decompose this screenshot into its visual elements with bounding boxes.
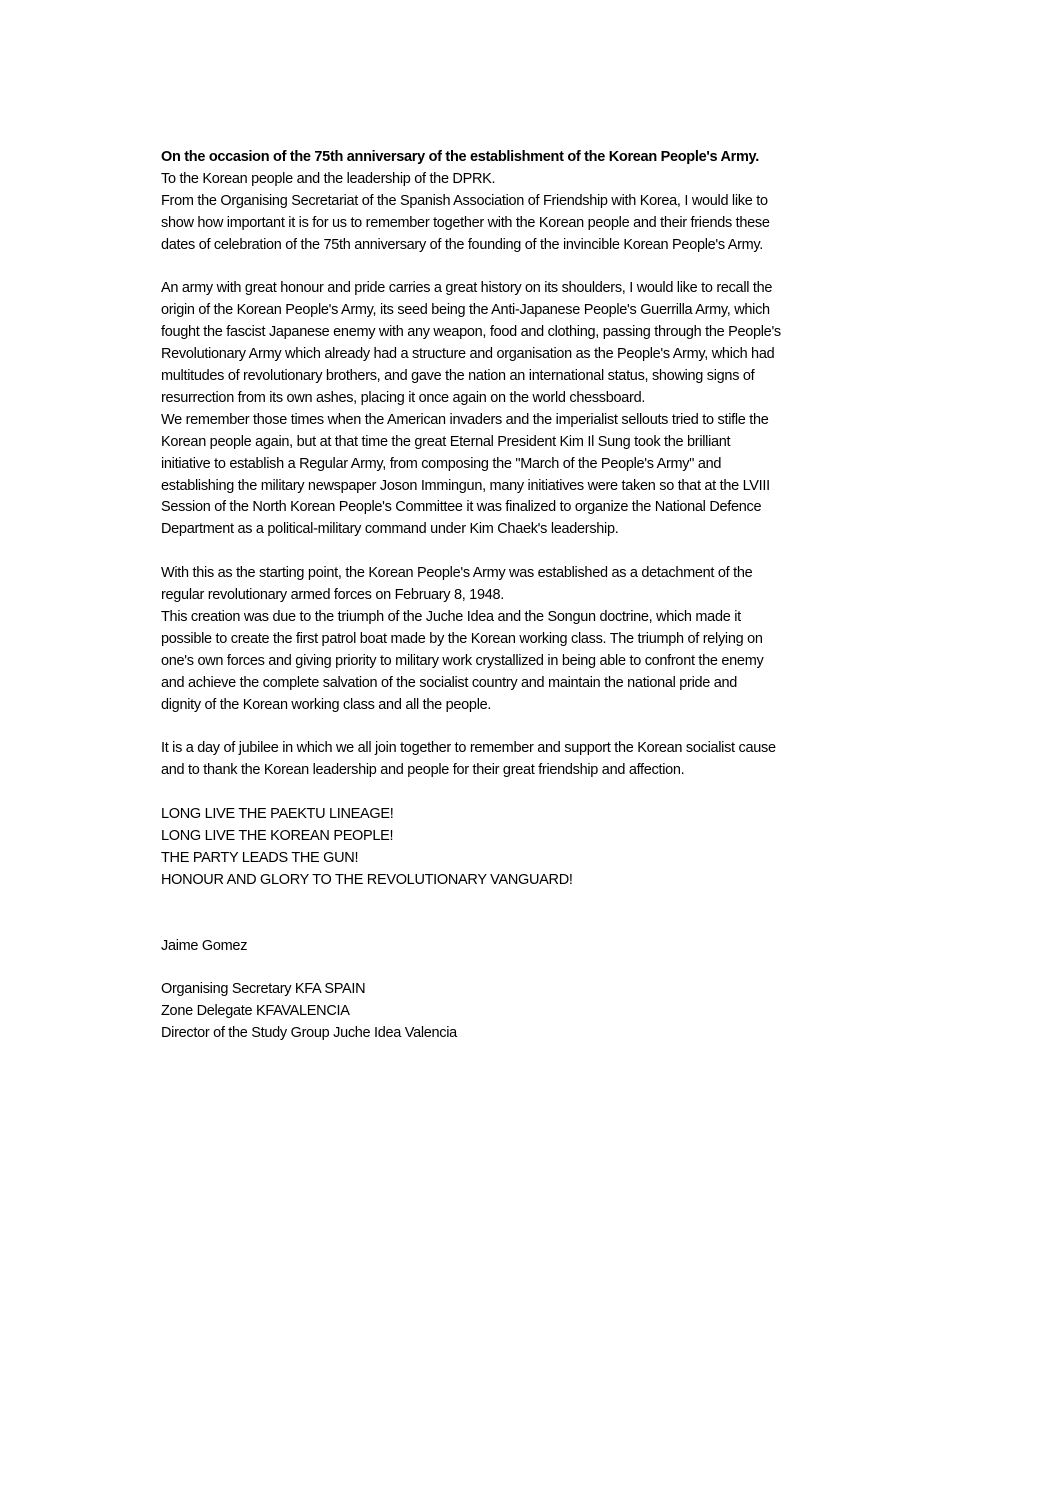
- text-line: This creation was due to the triumph of the Juche Idea and the Songun doctrine, which made it: [161, 609, 741, 625]
- paragraph-spacer: [161, 541, 909, 563]
- text-line: It is a day of jubilee in which we all join together to remember and support the Korean socialist cause: [161, 740, 776, 757]
- jubilee-paragraph: [161, 738, 909, 782]
- signature-name: [161, 936, 909, 958]
- history-paragraph: [161, 278, 909, 409]
- founding-paragraph: [161, 563, 909, 607]
- text-line: multitudes of revolutionary brothers, and gave the nation an international status, showing signs of: [161, 368, 755, 385]
- text-line: Session of the North Korean People's Committee it was finalized to organize the National Defence: [161, 499, 762, 516]
- text-line: origin of the Korean People's Army, its seed being the Anti-Japanese People's Guerrilla Army, which: [161, 302, 770, 319]
- paragraph-spacer: [161, 257, 909, 279]
- salutation: [161, 169, 909, 191]
- text-line: Revolutionary Army which already had a structure and organisation as the People's Army, which had: [161, 346, 775, 363]
- text-line: one's own forces and giving priority to military work crystallized in being able to confront the enemy: [161, 652, 764, 669]
- text-line: To the Korean people and the leadership of the DPRK.: [161, 170, 496, 187]
- text-line: Director of the Study Group Juche Idea Valencia: [161, 1025, 457, 1042]
- paragraph-spacer: [161, 892, 909, 914]
- signature-titles: [161, 979, 909, 1045]
- text-line: Jaime Gomez: [161, 937, 248, 954]
- paragraph-spacer: [161, 782, 909, 804]
- text-line: Organising Secretary KFA SPAIN: [161, 981, 366, 998]
- text-line: possible to create the first patrol boat made by the Korean working class. The triumph of relying on: [161, 630, 763, 647]
- remembrance-paragraph: [161, 410, 909, 541]
- text-line: regular revolutionary armed forces on February 8, 1948.: [161, 587, 504, 604]
- paragraph-spacer: [161, 717, 909, 739]
- text-line: LONG LIVE THE PAEKTU LINEAGE!: [161, 806, 394, 823]
- paragraph-spacer: [161, 914, 909, 936]
- text-line: show how important it is for us to remember together with the Korean people and their friends these: [161, 214, 770, 231]
- letter-body: [161, 147, 909, 1045]
- text-line: dates of celebration of the 75th anniversary of the founding of the invincible Korean People's Army.: [161, 236, 764, 253]
- text-line: fought the fascist Japanese enemy with any weapon, food and clothing, passing through the People's: [161, 324, 781, 341]
- paragraph-spacer: [161, 957, 909, 979]
- text-line: and achieve the complete salvation of the socialist country and maintain the national pride and: [161, 674, 738, 691]
- text-line: Korean people again, but at that time the great Eternal President Kim Il Sung took the brilliant: [161, 433, 731, 450]
- text-line: We remember those times when the American invaders and the imperialist sellouts tried to stifle the: [161, 411, 769, 428]
- text-line: establishing the military newspaper Joson Immingun, many initiatives were taken so that at the LVIII: [161, 477, 770, 494]
- heading: [161, 147, 909, 169]
- text-line: LONG LIVE THE KOREAN PEOPLE!: [161, 828, 394, 845]
- text-line: and to thank the Korean leadership and people for their great friendship and affection.: [161, 762, 685, 779]
- text-line: THE PARTY LEADS THE GUN!: [161, 849, 359, 866]
- text-line: HONOUR AND GLORY TO THE REVOLUTIONARY VANGUARD!: [161, 871, 573, 888]
- slogans: [161, 804, 909, 892]
- text-line: resurrection from its own ashes, placing it once again on the world chessboard.: [161, 389, 646, 406]
- text-line: dignity of the Korean working class and all the people.: [161, 696, 492, 713]
- text-line: Department as a political-military command under Kim Chaek's leadership.: [161, 521, 619, 538]
- creation-paragraph: [161, 607, 909, 717]
- text-line: initiative to establish a Regular Army, from composing the "March of the People's Army" and: [161, 455, 722, 472]
- intro-paragraph: [161, 191, 909, 257]
- text-line: An army with great honour and pride carries a great history on its shoulders, I would like to recall the: [161, 280, 773, 297]
- text-line: Zone Delegate KFAVALENCIA: [161, 1003, 350, 1020]
- text-line: From the Organising Secretariat of the Spanish Association of Friendship with Korea, I would like to: [161, 192, 768, 209]
- text-line: On the occasion of the 75th anniversary of the establishment of the Korean People's Army.: [161, 149, 759, 165]
- text-line: With this as the starting point, the Korean People's Army was established as a detachment of the: [161, 565, 753, 582]
